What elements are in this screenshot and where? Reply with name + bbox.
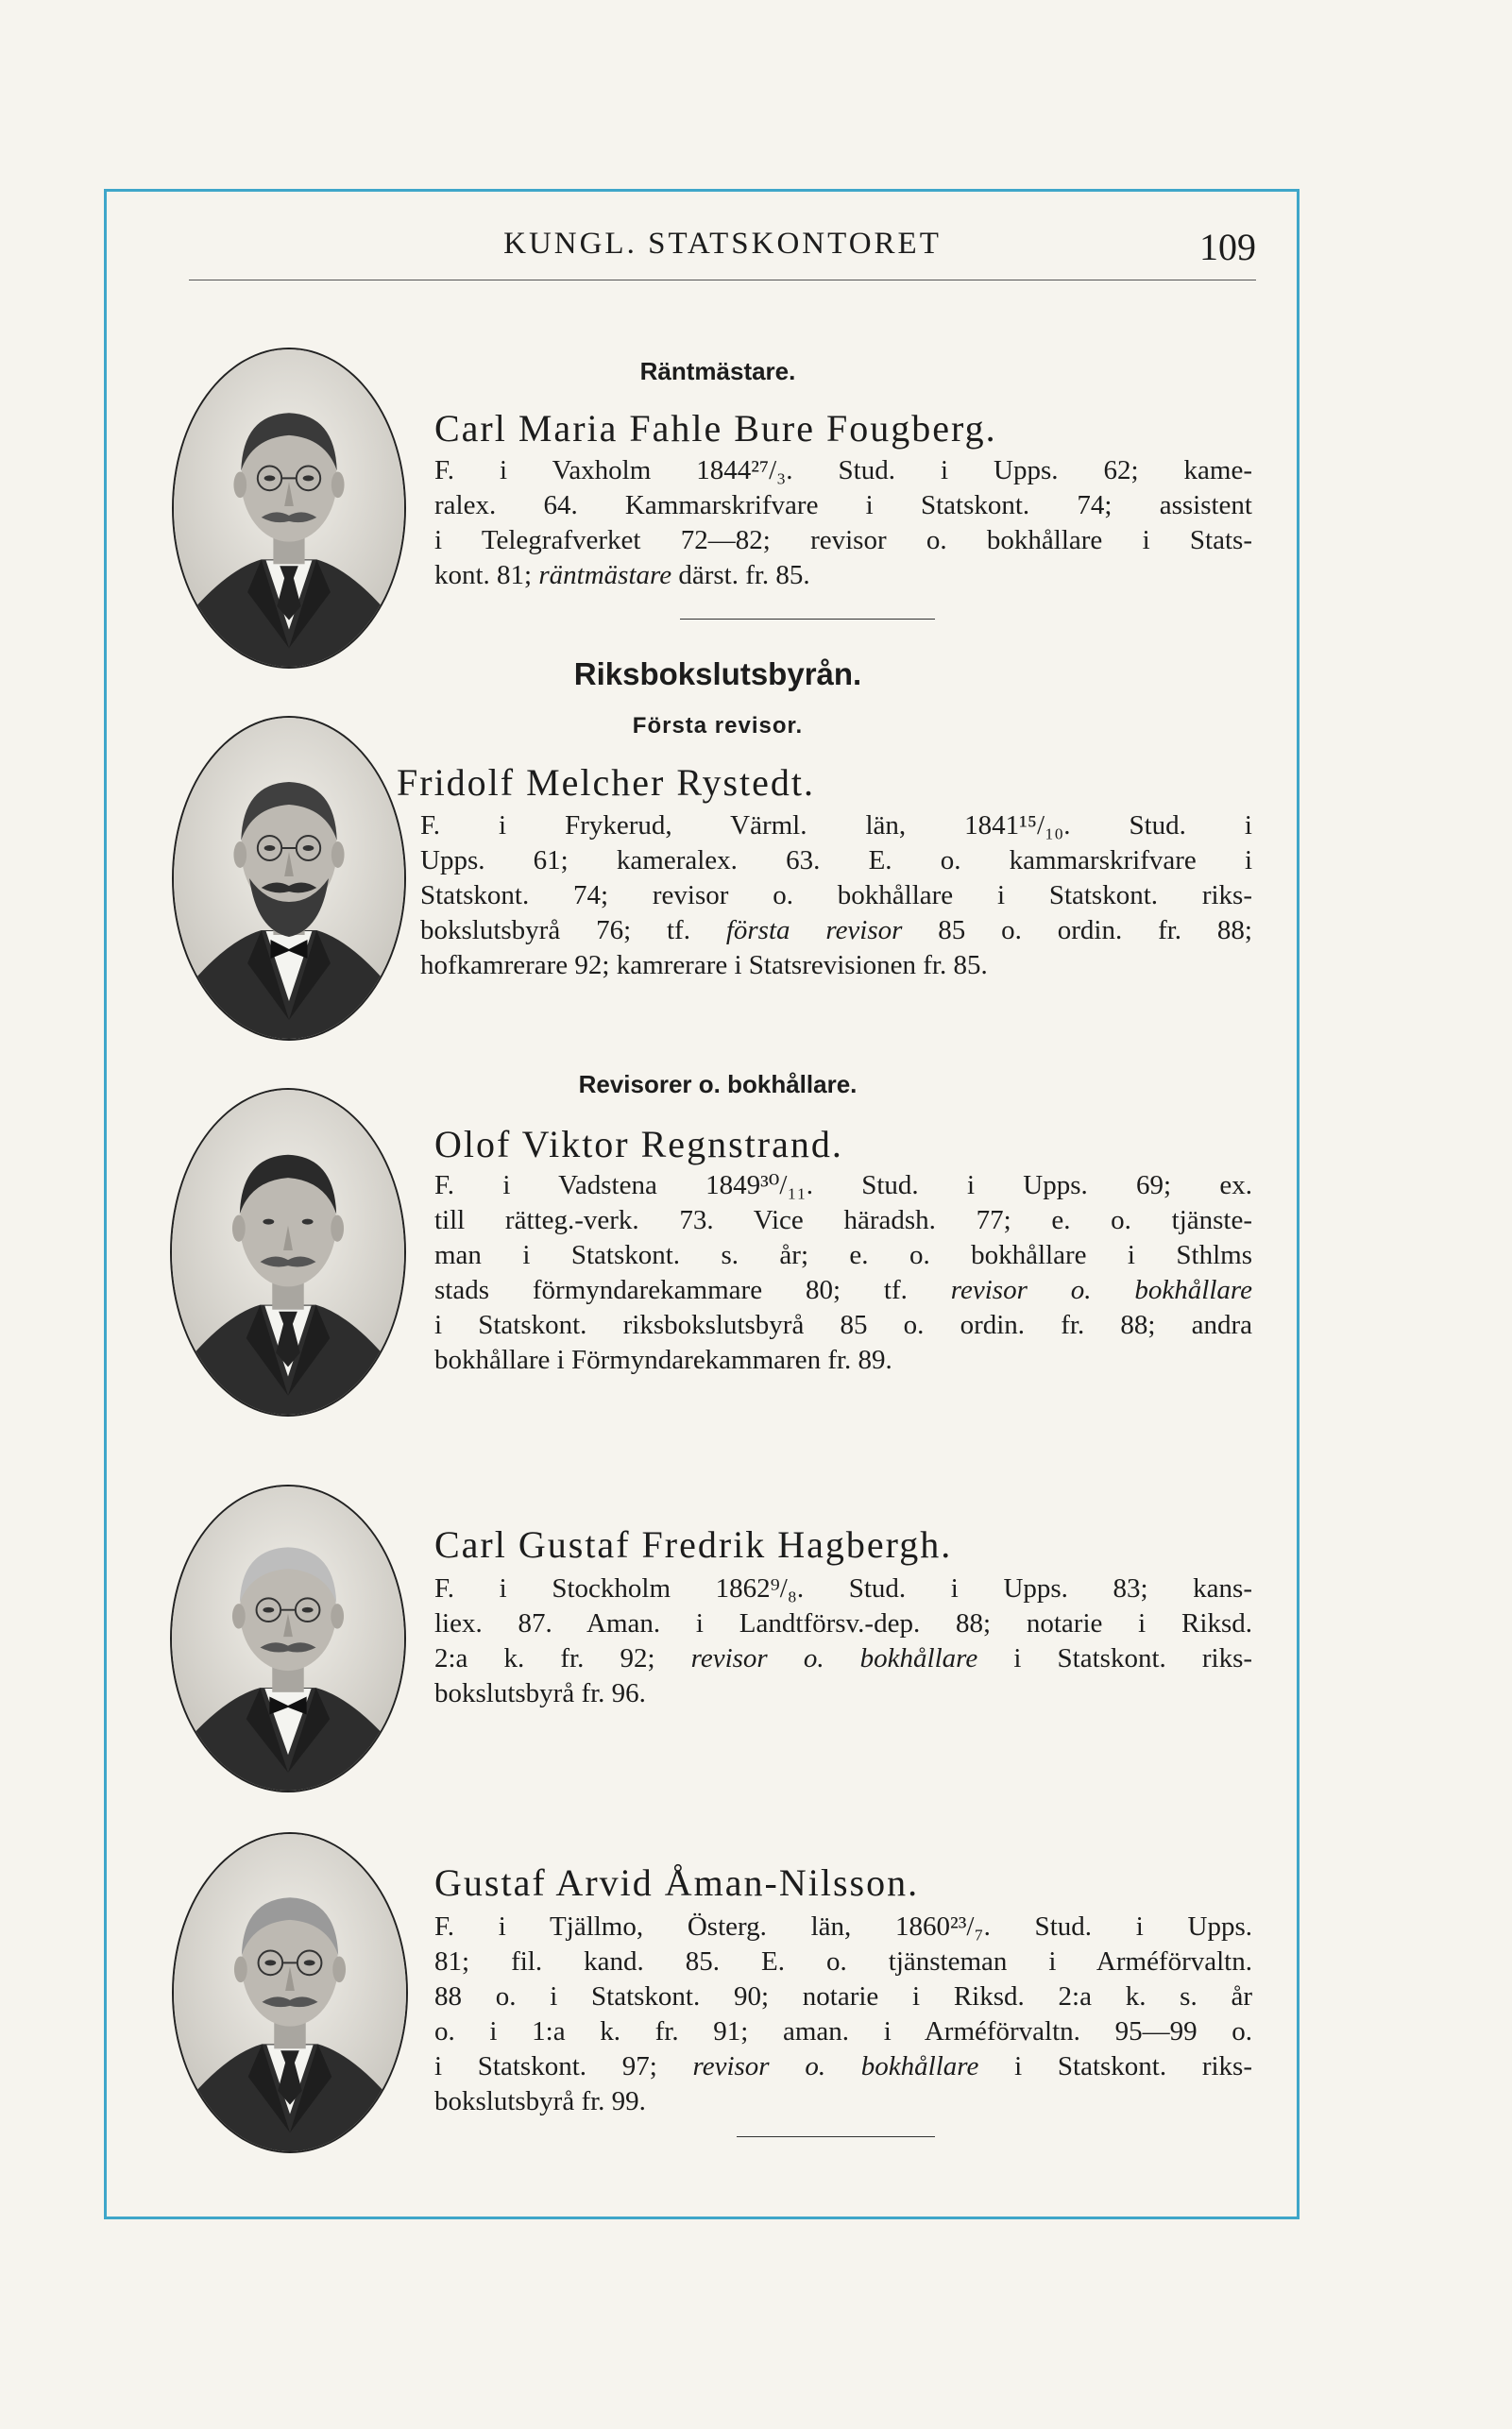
page-number: 109 xyxy=(1199,226,1256,268)
bio-line: ralex. 64. Kammarskrifvare i Statskont. 74; assistent xyxy=(434,490,1252,520)
bio-line: o. i 1:a k. fr. 91; aman. i Arméförvaltn. 95—99 o. xyxy=(434,2016,1252,2047)
bio-line: i Statskont. riksbokslutsbyrå 85 o. ordin. fr. 88; andra xyxy=(434,1310,1252,1340)
bio-line: hofkamrerare 92; kamrerare i Statsrevisionen fr. 85. xyxy=(420,950,988,980)
bio-line: stads förmyndarekammare 80; tf. revisor o. bokhållare xyxy=(434,1275,1252,1305)
portrait-photo xyxy=(172,1486,404,1791)
bio-line: F. i Stockholm 1862⁹/₈. Stud. i Upps. 83; kans- xyxy=(434,1573,1252,1604)
bio-line: man i Statskont. s. år; e. o. bokhållare i Sthlms xyxy=(434,1240,1252,1270)
italic-title: revisor o. bokhållare xyxy=(690,1643,978,1673)
bio-line: i Statskont. 97; revisor o. bokhållare i Statskont. riks- xyxy=(434,2051,1252,2081)
entry-name-1: Carl Maria Fahle Bure Fougberg. xyxy=(434,407,997,450)
bio-line: bokslutsbyrå 76; tf. första revisor 85 o. ordin. fr. 88; xyxy=(420,915,1252,945)
portrait-photo xyxy=(174,1834,406,2151)
bio-line: bokhållare i Förmyndarekammaren fr. 89. xyxy=(434,1345,892,1375)
portrait-photo xyxy=(172,1090,404,1415)
running-head: KUNGL. STATSKONTORET xyxy=(503,227,942,261)
bio-line: till rätteg.-verk. 73. Vice häradsh. 77; e. o. tjänste- xyxy=(434,1205,1252,1235)
entry-bio-1 xyxy=(434,453,1252,593)
bio-line: Upps. 61; kameralex. 63. E. o. kammarskrifvare i xyxy=(420,845,1252,875)
entry-bio-4 xyxy=(434,1571,1252,1711)
entry-name-2: Fridolf Melcher Rystedt. xyxy=(397,761,815,804)
portrait-2 xyxy=(172,716,406,1041)
italic-title: revisor o. bokhållare xyxy=(950,1275,1252,1305)
section-title-riksbokslutsbyran: Riksbokslutsbyrån. xyxy=(573,656,862,691)
portrait-3 xyxy=(170,1088,406,1417)
bio-line: F. i Tjällmo, Österg. län, 1860²³/₇. Stud. i Upps. xyxy=(434,1911,1252,1942)
bio-line: liex. 87. Aman. i Landtförsv.-dep. 88; notarie i Riksd. xyxy=(434,1608,1252,1639)
entry-bio-3 xyxy=(434,1168,1252,1378)
bio-line: 88 o. i Statskont. 90; notarie i Riksd. 2:a k. s. år xyxy=(434,1981,1252,2012)
section-title-revisorer: Revisorer o. bokhållare. xyxy=(578,1070,858,1098)
italic-title: räntmästare xyxy=(538,560,672,590)
entry-name-5: Gustaf Arvid Åman-Nilsson. xyxy=(434,1861,920,1904)
entry-name-4: Carl Gustaf Fredrik Hagbergh. xyxy=(434,1523,953,1566)
italic-title: revisor o. bokhållare xyxy=(692,2051,979,2081)
entry-bio-5 xyxy=(434,1910,1252,2119)
bio-line: F. i Vadstena 1849³⁰/₁₁. Stud. i Upps. 69; ex. xyxy=(434,1170,1252,1200)
bio-line: F. i Vaxholm 1844²⁷/₃. Stud. i Upps. 62; kame- xyxy=(434,455,1252,485)
page-header xyxy=(189,227,1256,280)
portrait-photo xyxy=(174,349,404,667)
entry-name-3: Olof Viktor Regnstrand. xyxy=(434,1123,843,1165)
divider xyxy=(737,2136,935,2137)
portrait-5 xyxy=(172,1832,408,2153)
bio-line: Statskont. 74; revisor o. bokhållare i Statskont. riks- xyxy=(420,880,1252,910)
divider xyxy=(680,619,935,620)
italic-title: första revisor xyxy=(725,915,903,945)
bio-line: 2:a k. fr. 92; revisor o. bokhållare i Statskont. riks- xyxy=(434,1643,1253,1673)
bio-line: kont. 81; räntmästare därst. fr. 85. xyxy=(434,560,810,590)
bio-line: i Telegrafverket 72—82; revisor o. bokhållare i Stats- xyxy=(434,525,1252,555)
bio-line: bokslutsbyrå fr. 99. xyxy=(434,2086,646,2116)
section-title-forsta-revisor: Första revisor. xyxy=(632,713,804,739)
portrait-4 xyxy=(170,1485,406,1792)
portrait-photo xyxy=(174,718,404,1039)
bio-line: bokslutsbyrå fr. 96. xyxy=(434,1678,646,1708)
portrait-1 xyxy=(172,348,406,669)
bio-line: F. i Frykerud, Värml. län, 1841¹⁵/₁₀. Stud. i xyxy=(420,810,1252,841)
bio-line: 81; fil. kand. 85. E. o. tjänsteman i Arméförvaltn. xyxy=(434,1946,1252,1977)
section-title-rantmastare: Räntmästare. xyxy=(639,357,796,385)
entry-bio-2 xyxy=(420,808,1252,983)
